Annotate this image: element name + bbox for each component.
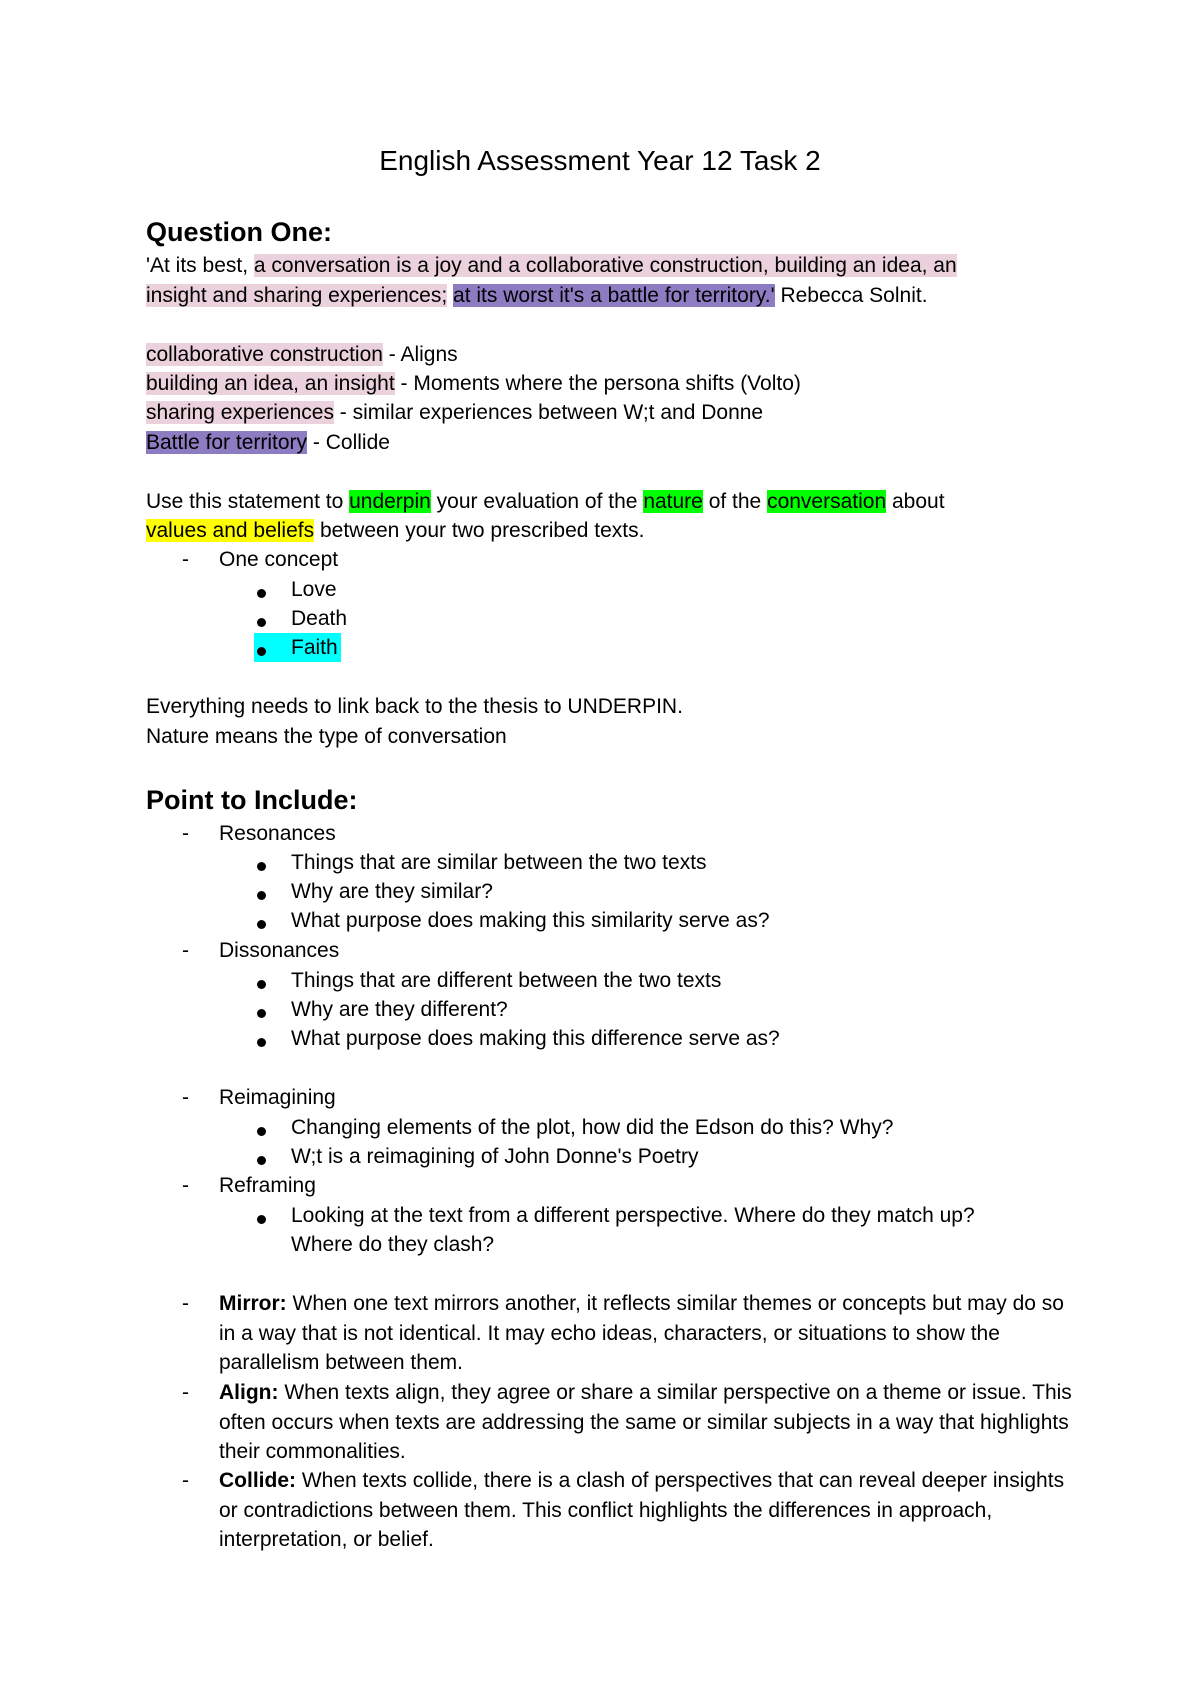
note-desc: - Aligns [382,343,458,366]
mirror-text: When one text mirrors another, it reflects similar themes or concepts but may do so in a way that is not identical. It may echo ideas, characters, or situations to show the parallelism between them. [219,1292,1064,1374]
concept-item: Love [291,578,337,601]
use-statement-line-1 [146,487,945,516]
use-text: about [886,490,945,513]
bullet-icon [257,862,266,871]
nature-line: Nature means the type of conversation [146,725,507,748]
use-text: your evaluation of the [430,490,644,513]
dissonance-item: What purpose does making this difference serve as? [291,1027,780,1050]
bullet-icon [257,1127,266,1136]
bullet-icon [257,1009,266,1018]
quote-highlight-pink: a conversation is a joy and a collaborative construction, building an idea, an [253,254,957,277]
dissonances-label: Dissonances [219,939,340,962]
quote-line-2 [146,281,928,310]
concept-label: One concept [219,548,339,571]
everything-line: Everything needs to link back to the thesis to UNDERPIN. [146,695,683,718]
list-dash: - [182,548,189,571]
reframing-label: Reframing [219,1174,316,1197]
reimagining-label: Reimagining [219,1086,336,1109]
quote-line-1 [146,251,957,280]
list-dash: - [182,1292,189,1315]
resonance-item: What purpose does making this similarity serve as? [291,909,770,932]
note-term: Battle for territory [146,431,308,454]
use-text: Use this statement to [146,490,350,513]
align-definition [219,1378,1079,1467]
concept-item-faith: Faith [291,636,338,659]
note-desc: - Moments where the persona shifts (Volto) [394,372,801,395]
collide-definition [219,1466,1079,1555]
collide-text: When texts collide, there is a clash of perspectives that can reveal deeper insights or contradictions between them. This conflict highlights the differences in approach, interpretation, or belief. [219,1469,1065,1551]
bullet-icon [257,1215,266,1224]
highlight-nature: nature [643,490,703,513]
align-term: Align: [219,1381,279,1404]
quote-author: Rebecca Solnit. [774,284,928,307]
note-desc: - Collide [307,431,390,454]
reimagining-item: Changing elements of the plot, how did the Edson do this? Why? [291,1116,894,1139]
list-dash: - [182,1381,189,1404]
resonances-label: Resonances [219,822,336,845]
bullet-icon [257,1156,266,1165]
bullet-icon [257,618,266,627]
highlight-conversation: conversation [767,490,887,513]
points-heading: Point to Include: [146,785,358,815]
use-text: between your two prescribed texts. [314,519,645,542]
note-line-1 [146,340,458,369]
list-dash: - [182,1086,189,1109]
use-statement-line-2 [146,516,644,545]
concept-item: Death [291,607,348,630]
note-line-4 [146,428,390,457]
reframing-item-line-2: Where do they clash? [291,1233,495,1256]
note-line-3 [146,398,763,427]
quote-highlight-pink-2: insight and sharing experiences; [146,284,448,307]
question-one-heading: Question One: [146,217,333,247]
note-term: sharing experiences [146,401,334,424]
bullet-icon [257,1038,266,1047]
collide-term: Collide: [219,1469,296,1492]
bullet-icon [257,589,266,598]
reimagining-item: W;t is a reimagining of John Donne's Poetry [291,1145,699,1168]
resonance-item: Why are they similar? [291,880,493,903]
note-term: building an idea, an insight [146,372,395,395]
dissonance-item: Why are they different? [291,998,508,1021]
reframing-item-line-1: Looking at the text from a different perspective. Where do they match up? [291,1204,975,1227]
mirror-definition [219,1289,1079,1378]
page-title: English Assessment Year 12 Task 2 [379,145,821,176]
note-line-2 [146,369,801,398]
highlight-values-beliefs: values and beliefs [146,519,315,542]
bullet-icon [257,891,266,900]
highlight-underpin: underpin [349,490,431,513]
align-text: When texts align, they agree or share a similar perspective on a theme or issue. This often occurs when texts are addressing the same or similar subjects in a way that highlights their commonalities. [219,1381,1072,1463]
use-text: of the [702,490,768,513]
quote-highlight-purple: at its worst it's a battle for territory.' [453,284,775,307]
list-dash: - [182,1174,189,1197]
note-term: collaborative construction [146,343,383,366]
bullet-icon [257,980,266,989]
list-dash: - [182,822,189,845]
list-dash: - [182,939,189,962]
list-dash: - [182,1469,189,1492]
bullet-icon [257,920,266,929]
mirror-term: Mirror: [219,1292,287,1315]
bullet-icon [257,647,266,656]
dissonance-item: Things that are different between the two texts [291,969,722,992]
resonance-item: Things that are similar between the two texts [291,851,707,874]
quote-open: 'At its best, [146,254,254,277]
note-desc: - similar experiences between W;t and Donne [333,401,764,424]
